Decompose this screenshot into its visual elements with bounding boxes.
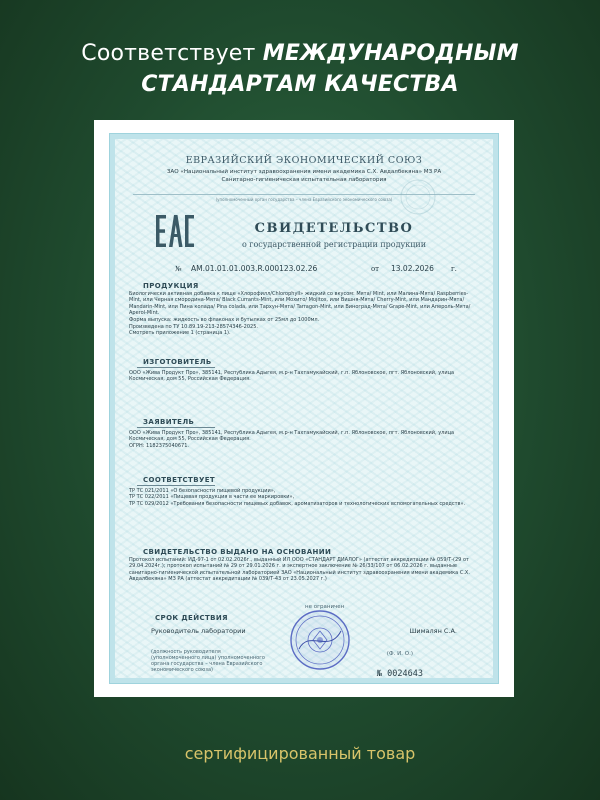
certificate-subtitle: о государственной регистрации продукции xyxy=(241,240,427,249)
headline-line-1 xyxy=(0,38,600,69)
manufacturer-heading: ИЗГОТОВИТЕЛЬ xyxy=(143,358,212,366)
serial-label: № xyxy=(376,669,383,679)
validity-heading: СРОК ДЕЙСТВИЯ xyxy=(155,614,228,622)
applicant-section xyxy=(129,419,479,449)
registration-date: 13.02.2026 xyxy=(391,264,434,273)
manufacturer-section xyxy=(129,359,479,383)
position-note xyxy=(151,649,265,673)
product-heading: ПРОДУКЦИЯ xyxy=(143,282,199,290)
position-note-line: (уполномоченного лица) уполномоченного xyxy=(151,655,265,661)
applicant-text: ООО «Жива Продукт Про», 385141, Республика Адыгея, м.р-н Тахтамукайский, г.п. Яблоновское, пгт. Яблоновский, улица Космическая, дом 55, Российская Федерация. xyxy=(129,429,455,443)
heading-underline xyxy=(137,485,215,486)
heading-underline xyxy=(137,427,215,428)
certificate-sheet xyxy=(110,134,498,683)
authority-note: (уполномоченный орган государства – члена Евразийского экономического союза) xyxy=(215,197,393,202)
headline-bold-text-1: МЕЖДУНАРОДНЫМ xyxy=(262,41,519,66)
conforms-line: ТР ТС 029/2012 «Требования безопасности пищевых добавок, ароматизаторов и технологических вспомогательных средств». xyxy=(129,500,466,507)
conforms-section xyxy=(129,477,479,507)
applicant-heading: ЗАЯВИТЕЛЬ xyxy=(143,418,195,426)
basis-heading: СВИДЕТЕЛЬСТВО ВЫДАНО НА ОСНОВАНИИ xyxy=(143,548,332,556)
serial-number-row xyxy=(377,669,423,679)
basis-section xyxy=(129,549,479,583)
official-stamp-icon xyxy=(289,609,351,671)
product-section xyxy=(129,283,479,337)
institute-name: ЗАО «Национальный институт здравоохранения имени академика С.Х. Авдалбекяна» МЗ РА xyxy=(166,169,442,175)
conforms-line: ТР ТС 021/2011 «О безопасности пищевой продукции», xyxy=(129,487,276,494)
union-title: ЕВРАЗИЙСКИЙ ЭКОНОМИЧЕСКИЙ СОЮЗ xyxy=(185,155,423,166)
year-suffix: г. xyxy=(451,265,457,273)
headline xyxy=(0,38,600,100)
headline-bold-text-2: СТАНДАРТАМ КАЧЕСТВА xyxy=(141,72,459,97)
validity-value: не ограничен xyxy=(305,604,345,610)
position-note-line: органа государства – члена Евразийского xyxy=(151,661,263,667)
headline-regular-text: Соответствует xyxy=(81,41,263,66)
product-appendix: Смотреть приложение 1 (страница 1). xyxy=(129,330,231,337)
registration-number-row xyxy=(175,264,457,273)
serial-number: 0024643 xyxy=(387,669,423,679)
position-note-line: (должность руководителя xyxy=(151,649,221,655)
applicant-ogrn: ОГРН: 1182375040671. xyxy=(129,442,189,449)
signatory-name: Шималян С.А. xyxy=(409,627,457,635)
product-form: Форма выпуска: жидкость во флаконах и бутылках от 25мл до 1000мл. xyxy=(129,316,320,323)
basis-text: Протокол испытаний: ИД-97-1 от 02.02.2026г., выданный ИЛ ООО «СТАНДАРТ ДИАЛОГ» (аттестат аккредитации № 059/Т-(29 от 29.04.2024г.); протокол испытаний № 29 от 29.01.2026 г. и экспертное заключение № 26/33/107 от 06.02.2026 г. выданные санитарно-гигиенической испытательной лабораторией ЗАО «Национальный институт здравоохранения имени академика С.Х. Авдалбекяна» МЗ РА (аттестат аккредитации № 039/Т-43 от 23.05.2027 г.) xyxy=(129,556,470,583)
registration-number: AM.01.01.01.003.R.000123.02.26 xyxy=(191,264,318,273)
product-produced: Произведена по ТУ 10.89.19-213-28574346-2025. xyxy=(129,323,258,330)
conforms-line: ТР ТС 022/2011 «Пищевая продукция в части ее маркировки», xyxy=(129,494,295,501)
product-text: Биологически активная добавка к пище «Хлорофилл/Chlorophyll» жидкий со вкусом: Мята/ Mint, или Малина-Мята/ Raspberries-Mint, или Черная смородина-Мята/ Black Currants-Mint, или Мохито/ Mojitos, или Вишня-Мята/ Cherry-Mint, или Мандарин-Мята/ Mandarin-Mint, или Пина колада/ Pina colada, или Тархун-Мята/ Tarragon-Mint, или Виноград-Мята/ Grape-Mint, или Апероль-Мята/ Aperol-Mint. xyxy=(129,290,471,317)
number-label: № xyxy=(175,265,182,273)
footer-caption: сертифицированный товар xyxy=(184,744,416,763)
fio-label: (Ф. И. О.) xyxy=(386,651,413,657)
signatory-role: Руководитель лаборатории xyxy=(151,627,246,635)
conforms-heading: СООТВЕТСТВУЕТ xyxy=(143,476,216,484)
manufacturer-text: ООО «Жива Продукт Про», 385141, Республика Адыгея, м.р-н Тахтамукайский, г.п. Яблоновское, пгт. Яблоновский, улица Космическая, дом 55, Российская Федерация. xyxy=(129,369,455,383)
heading-underline xyxy=(137,367,215,368)
certificate-watermark-icon xyxy=(393,177,443,217)
certificate-image xyxy=(94,120,514,697)
certificate-title: СВИДЕТЕЛЬСТВО xyxy=(254,221,414,236)
date-label: от xyxy=(370,265,380,273)
laboratory-name: Санитарно-гигиеническая испытательная лаборатория xyxy=(221,177,387,183)
position-note-line: экономического союза) xyxy=(151,667,213,673)
